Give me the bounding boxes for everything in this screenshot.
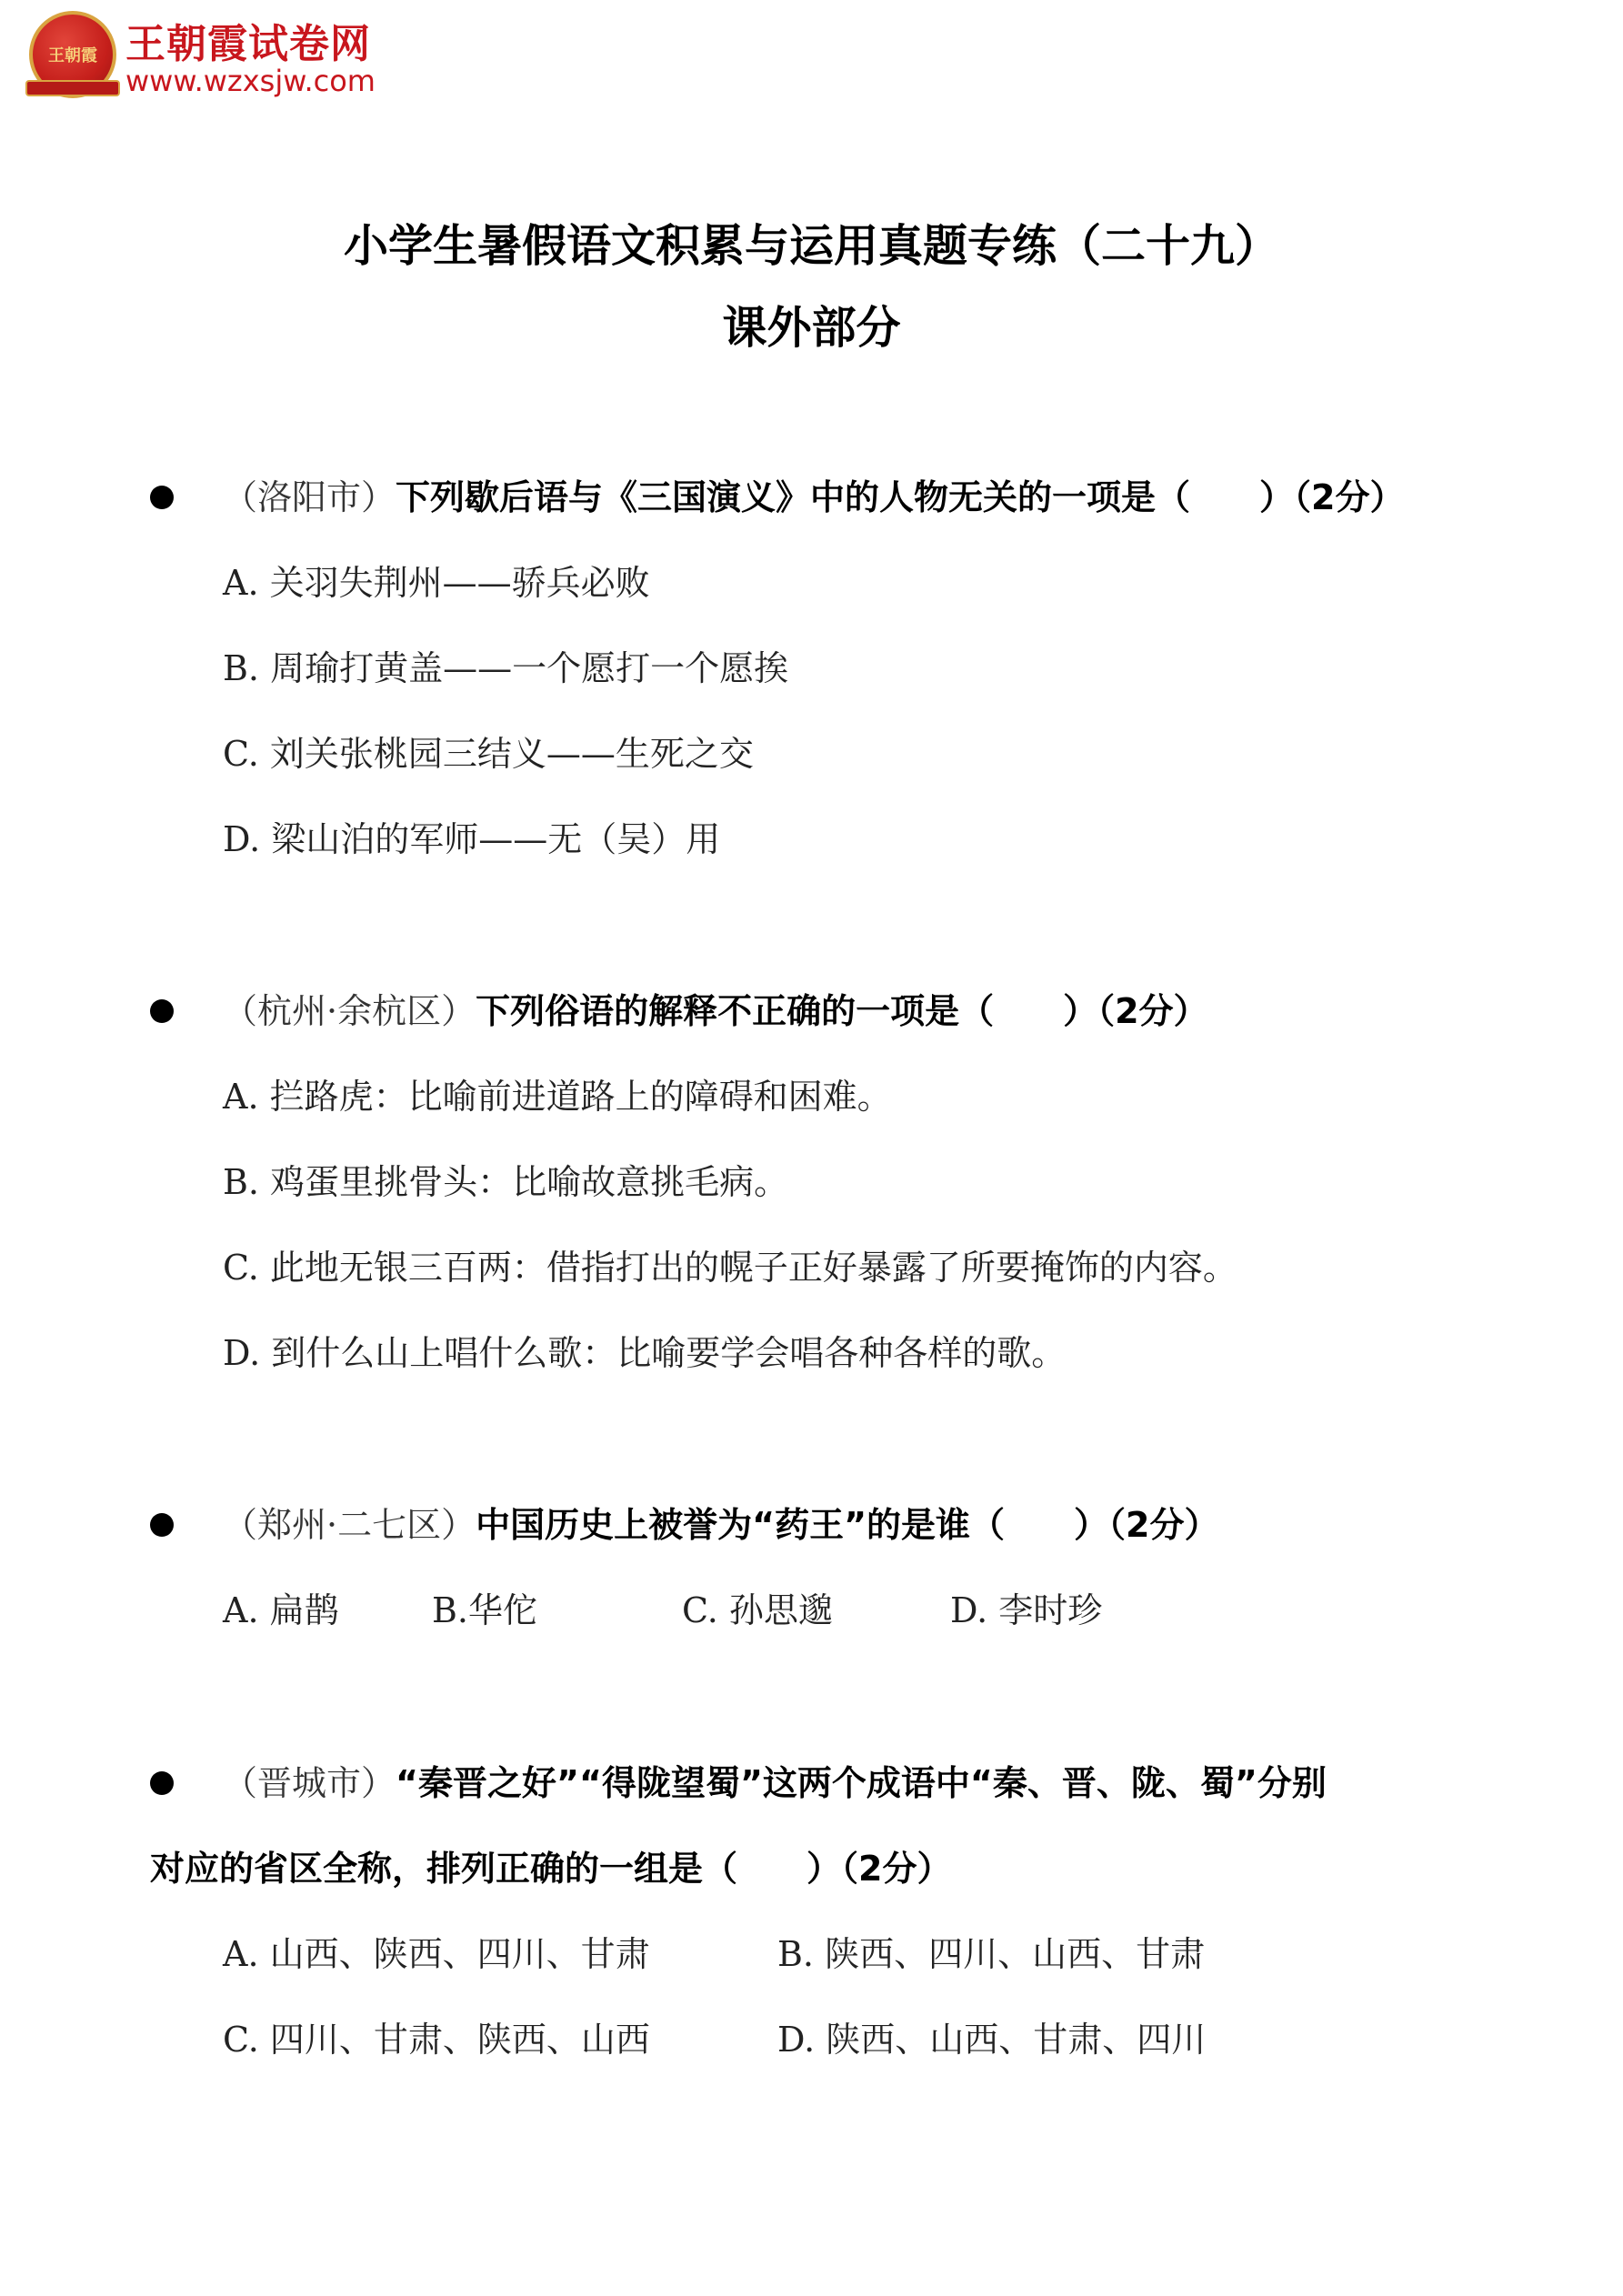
question-text: 中国历史上被誉为“药王”的是谁（ ）（2分） bbox=[476, 1505, 1219, 1545]
question-source: （郑州·二七区） bbox=[223, 1505, 476, 1545]
site-url: www.wzxsjw.com bbox=[125, 64, 376, 98]
option-a: A. 扁鹊 bbox=[223, 1590, 339, 1630]
option-c: C. 四川、甘肃、陕西、山西 bbox=[223, 2020, 650, 2060]
question-text: 下列俗语的解释不正确的一项是（ ）（2分） bbox=[476, 991, 1208, 1031]
question-source: （晋城市） bbox=[223, 1763, 396, 1803]
option-d: D. 李时珍 bbox=[950, 1590, 1103, 1630]
question-stem bbox=[150, 1482, 1487, 1568]
question-stem bbox=[150, 455, 1487, 540]
option-b: B. 陕西、四川、山西、甘肃 bbox=[777, 1934, 1206, 1974]
options-row-2 bbox=[150, 1997, 1487, 2082]
bullet-icon bbox=[150, 486, 174, 509]
question-text: 下列歇后语与《三国演义》中的人物无关的一项是（ ）（2分） bbox=[396, 477, 1405, 517]
page-title: 小学生暑假语文积累与运用真题专练（二十九） bbox=[343, 220, 1279, 272]
option-c: C. 孙思邈 bbox=[682, 1590, 833, 1630]
option-d: D. 陕西、山西、甘肃、四川 bbox=[777, 2020, 1207, 2060]
option-c: C. 此地无银三百两：借指打出的幌子正好暴露了所要掩饰的内容。 bbox=[223, 1248, 1237, 1288]
option-d: D. 梁山泊的军师——无（吴）用 bbox=[223, 819, 721, 859]
seal-text: 王朝霞 bbox=[48, 46, 97, 65]
option-a: A. 拦路虎：比喻前进道路上的障碍和困难。 bbox=[223, 1077, 892, 1117]
seal-ribbon bbox=[25, 80, 120, 96]
bullet-icon bbox=[150, 999, 174, 1023]
options-row-1 bbox=[150, 1911, 1487, 1997]
question-source: （杭州·余杭区） bbox=[223, 991, 476, 1031]
question-stem bbox=[150, 968, 1487, 1054]
site-name: 王朝霞试卷网 bbox=[125, 21, 371, 67]
question-stem bbox=[150, 1740, 1487, 1826]
option-c: C. 刘关张桃园三结义——生死之交 bbox=[223, 734, 754, 774]
option-a: A. 关羽失荆州——骄兵必败 bbox=[223, 563, 650, 603]
site-logo bbox=[25, 7, 407, 107]
option-b: B. 周瑜打黄盖——一个愿打一个愿挨 bbox=[223, 648, 789, 688]
option-a: A. 山西、陕西、四川、甘肃 bbox=[223, 1934, 650, 1974]
bullet-icon bbox=[150, 1771, 174, 1795]
question-text-continued: 对应的省区全称，排列正确的一组是（ ）（2分） bbox=[150, 1849, 952, 1889]
question-4 bbox=[150, 1740, 1487, 2082]
question-text: “秦晋之好”“得陇望蜀”这两个成语中“秦、晋、陇、蜀”分别 bbox=[396, 1763, 1327, 1803]
option-b: B.华佗 bbox=[432, 1590, 538, 1630]
bullet-icon bbox=[150, 1513, 174, 1537]
page-subtitle: 课外部分 bbox=[722, 302, 901, 354]
option-d: D. 到什么山上唱什么歌：比喻要学会唱各种各样的歌。 bbox=[223, 1333, 1067, 1373]
option-b: B. 鸡蛋里挑骨头：比喻故意挑毛病。 bbox=[223, 1162, 789, 1202]
options-row bbox=[150, 1568, 1487, 1653]
question-2 bbox=[150, 968, 1487, 1396]
question-3 bbox=[150, 1482, 1487, 1653]
question-source: （洛阳市） bbox=[223, 477, 396, 517]
question-1 bbox=[150, 455, 1487, 882]
